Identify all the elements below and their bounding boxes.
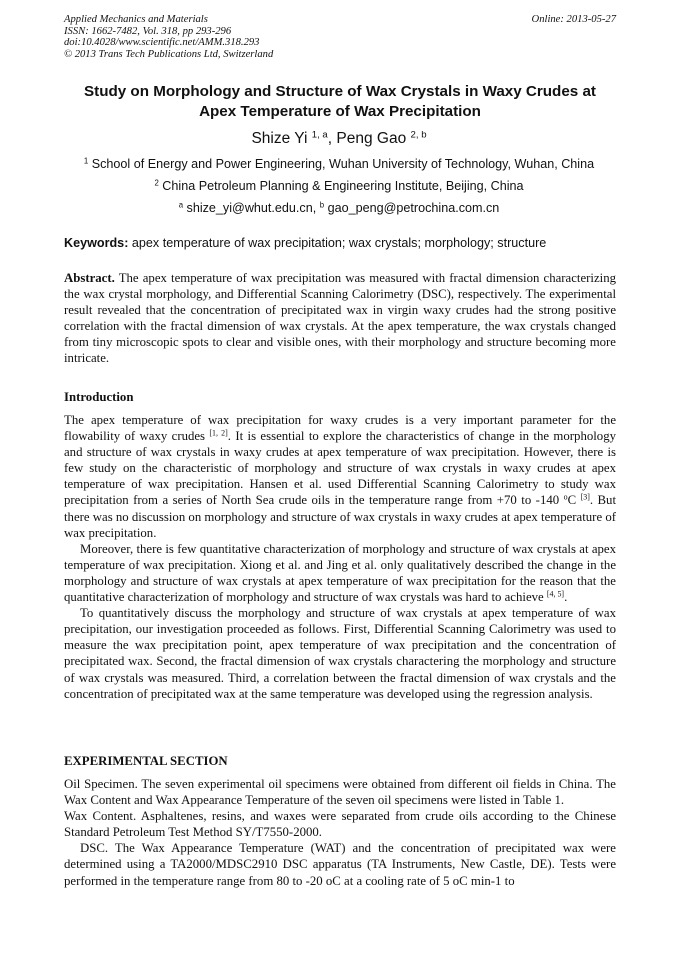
intro-paragraph-1	[64, 412, 616, 541]
citation-1-2: [1, 2]	[209, 428, 228, 438]
journal-name: Applied Mechanics and Materials	[64, 14, 208, 25]
citation-3: [3]	[580, 493, 590, 503]
abstract-label: Abstract.	[64, 271, 115, 285]
email-b: gao_peng@petrochina.com.cn	[327, 201, 500, 215]
author-1-sup: 1, a	[311, 129, 328, 141]
abstract	[64, 270, 616, 366]
copyright-line: © 2013 Trans Tech Publications Ltd, Switzerland	[64, 48, 274, 60]
abstract-text: The apex temperature of wax precipitation was measured with fractal dimension characterizing the wax crystal morphology, and Differential Scanning Calorimetry (DSC), respectively. The experimental result revealed that the concentration of precipitated wax in virgin waxy crudes had the strong positive correlation with the fractal dimension of wax crystals. At the apex temperature, the wax crystals changed from tiny microscopic spots to clear and visible ones, with their morphology and structure becoming more intricate.	[64, 271, 616, 365]
affiliation-1	[0, 157, 678, 171]
intro-p1-text-d: . But there was no discussion on morphology and structure of wax crystals in waxy crudes at apex temperature of wax precipitation.	[64, 493, 616, 540]
paper-title	[50, 82, 630, 122]
affiliation-1-sup: 1	[83, 156, 89, 166]
exp-paragraph-dsc: DSC. The Wax Appearance Temperature (WAT) and the concentration of precipitated wax were determined using a TA2000/MDSC2910 DSC apparatus (TA Instruments, New Castle, DE). Tests were performed in the temperature range from 80 to -20 oC at a cooling rate of 5 oC min-1 to	[64, 841, 616, 888]
introduction-body	[64, 412, 616, 702]
email-a: shize_yi@whut.edu.cn,	[186, 201, 320, 215]
title-line-1: Study on Morphology and Structure of Wax Crystals in Waxy Crudes at	[84, 83, 596, 100]
degree-symbol: o	[563, 493, 568, 503]
title-line-2: Apex Temperature of Wax Precipitation	[199, 103, 481, 120]
affiliation-2-sup: 2	[154, 178, 159, 188]
introduction-heading: Introduction	[64, 390, 134, 404]
exp-paragraph-wax-content: Wax Content. Asphaltenes, resins, and waxes were separated from crude oils according to the Chinese Standard Petroleum Test Method SY/T7550-2000.	[64, 809, 616, 840]
email-line	[0, 201, 678, 215]
email-b-sup: b	[319, 200, 325, 210]
exp-paragraph-oil-specimen: Oil Specimen. The seven experimental oil specimens were obtained from different oil fields in China. The Wax Content and Wax Appearance Temperature of the seven oil specimens were listed in Table 1.	[64, 777, 616, 808]
author-2-name: Peng Gao	[336, 130, 407, 147]
keywords-label: Keywords:	[64, 236, 129, 250]
intro-p1-text-b: . It is essential to explore the characteristics of change in the morphology and structure of wax crystals in waxy crudes at apex temperature of wax precipitation. However, there is few study on the characteristic of morphology and structure of wax crystals in waxy crudes at apex temperature of wax precipitation. Hansen et al. used Differential Scanning Calorimetry to study wax precipitation from a series of North Sea crude oils in the temperature range from +70 to -140	[64, 429, 616, 508]
author-list	[0, 130, 678, 148]
intro-paragraph-2	[64, 541, 616, 605]
intro-p1-text-a: The apex temperature of wax precipitation for waxy crudes is a very important parameter for the flowability of waxy crudes	[64, 413, 616, 444]
experimental-body	[64, 776, 616, 889]
intro-p2-text-a: Moreover, there is few quantitative characterization of morphology and structure of wax crystals at apex temperature of wax precipitation. Xiong et al. and Jing et al. only qualitatively described the change in the morphology and structure of wax crystals at apex temperature of wax precipitation for the reason that the quantitative characterization of morphology and structure of wax crystals was hard to achieve	[64, 541, 616, 605]
affiliation-2-text: China Petroleum Planning & Engineering Institute, Beijing, China	[162, 179, 524, 193]
affiliation-1-text: School of Energy and Power Engineering, Wuhan University of Technology, Wuhan, China	[91, 157, 595, 171]
email-a-sup: a	[178, 200, 184, 210]
author-separator: ,	[327, 130, 337, 147]
author-2-sup: 2, b	[410, 129, 427, 141]
keywords-text: apex temperature of wax precipitation; wax crystals; morphology; structure	[131, 236, 547, 250]
issn-line: ISSN: 1662-7482, Vol. 318, pp 293-296	[64, 25, 232, 37]
author-1-name: Shize Yi	[251, 130, 308, 147]
online-date: Online: 2013-05-27	[531, 14, 616, 25]
citation-4-5: [4, 5]	[546, 589, 565, 599]
experimental-heading: EXPERIMENTAL SECTION	[64, 754, 228, 768]
celsius-unit: C	[567, 493, 577, 508]
intro-p2-text-b: .	[564, 590, 568, 605]
keywords	[64, 236, 616, 250]
affiliation-2	[0, 179, 678, 193]
intro-paragraph-3: To quantitatively discuss the morphology and structure of wax crystals at apex temperature of wax precipitation, our investigation proceeded as follows. First, Differential Scanning Calorimetry was used to measure the wax precipitation point, apex temperature of wax precipitation and the concentration of precipitated wax. Second, the fractal dimension of wax crystals charactering the morphology and structure of wax crystals was measured. Third, a correlation between the fractal dimension of wax crystals and the concentration of precipitated wax at the same temperature was developed using the regression analysis.	[64, 606, 616, 701]
doi-line: doi:10.4028/www.scientific.net/AMM.318.293	[64, 37, 260, 49]
journal-header	[64, 14, 616, 60]
